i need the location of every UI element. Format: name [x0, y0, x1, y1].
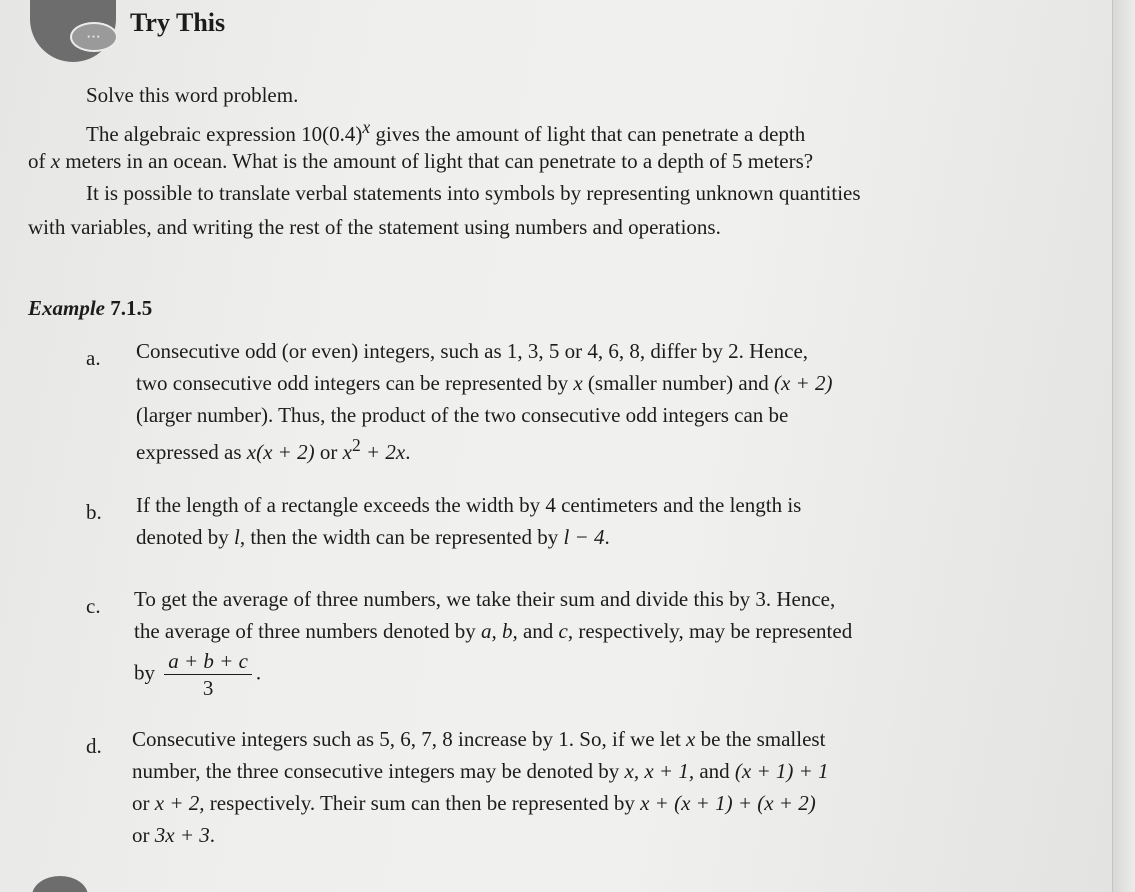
instruction-text: Solve this word problem. [86, 83, 299, 107]
item-b-line-2: denoted by l, then the width can be represented by l − 4. [136, 525, 610, 549]
item-d-line-4: or 3x + 3. [132, 823, 215, 847]
item-d-letter: d. [86, 734, 102, 758]
item-b-line-1: If the length of a rectangle exceeds the width by 4 centimeters and the length is [136, 493, 802, 517]
example-title: Example 7.1.5 [28, 296, 153, 320]
item-d-line-1: Consecutive integers such as 5, 6, 7, 8 increase by 1. So, if we let x be the smallest [132, 727, 826, 751]
item-a-line-2: two consecutive odd integers can be represented by x (smaller number) and (x + 2) [136, 371, 833, 395]
decorative-circle [32, 876, 88, 892]
paragraph-line-2: with variables, and writing the rest of the statement using numbers and operations. [28, 215, 721, 239]
item-d-line-2: number, the three consecutive integers may be denoted by x, x + 1, and (x + 1) + 1 [132, 759, 829, 783]
speech-bubble-icon: ··· [70, 22, 118, 52]
problem-line-1: The algebraic expression $10(0.4)^x$ gives the amount of light that can penetrate a depth [86, 117, 806, 146]
item-c-letter: c. [86, 594, 101, 618]
item-a-line-3: (larger number). Thus, the product of the two consecutive odd integers can be [136, 403, 789, 427]
problem-line-2: of x meters in an ocean. What is the amount of light that can penetrate to a depth of 5 meters? [28, 149, 814, 173]
item-a-line-4: expressed as x(x + 2) or $x^2 + 2x$. [136, 435, 411, 464]
item-c-line-1: To get the average of three numbers, we take their sum and divide this by 3. Hence, [134, 587, 836, 611]
average-fraction: $\frac{a + b + c}{3}$ [164, 648, 252, 701]
item-c-line-2: the average of three numbers denoted by a, b, and c, respectively, may be represented [134, 619, 853, 643]
item-d-line-3: or x + 2, respectively. Their sum can then be represented by x + (x + 1) + (x + 2) [132, 791, 816, 815]
item-c-line-3: by $\frac{a + b + c}{3}$ . [134, 649, 262, 700]
item-b-letter: b. [86, 500, 102, 524]
item-a-line-1: Consecutive odd (or even) integers, such as 1, 3, 5 or 4, 6, 8, differ by 2. Hence, [136, 339, 809, 363]
section-heading: Try This [130, 8, 226, 37]
page-edge [1112, 0, 1135, 892]
paragraph-line-1: It is possible to translate verbal statements into symbols by representing unknown quantities [86, 181, 861, 205]
try-this-badge [30, 0, 116, 62]
item-a-letter: a. [86, 346, 101, 370]
